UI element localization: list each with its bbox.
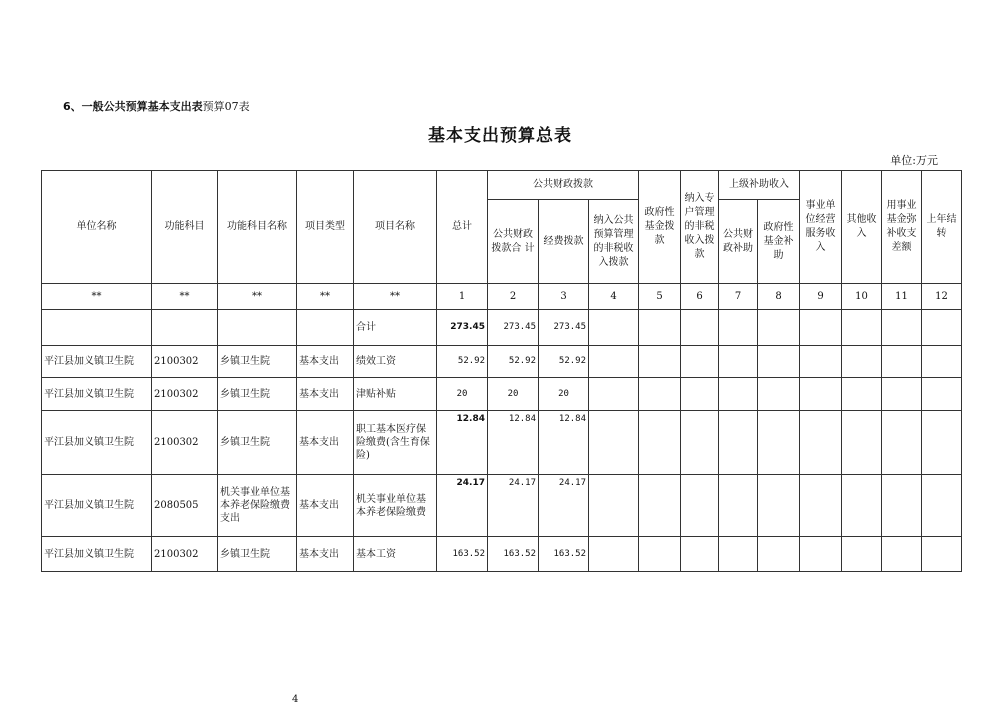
table-row bbox=[42, 411, 962, 475]
section-suffix: 预算07表 bbox=[202, 100, 250, 113]
index-cell: 4 bbox=[589, 284, 639, 310]
public-total-cell: 24.17 bbox=[488, 475, 539, 537]
total-cell: 12.84 bbox=[437, 411, 488, 475]
code-cell: 2100302 bbox=[152, 537, 218, 572]
header-item-type: 项目类型 bbox=[297, 171, 354, 284]
func-name-cell: 乡镇卫生院 bbox=[218, 346, 297, 378]
index-cell: 7 bbox=[719, 284, 758, 310]
budget-table bbox=[41, 170, 962, 572]
func-name-cell: 机关事业单位基本养老保险缴费支出 bbox=[218, 475, 297, 537]
funding-cell: 163.52 bbox=[539, 537, 589, 572]
total-row bbox=[42, 310, 962, 346]
funding-cell: 24.17 bbox=[539, 475, 589, 537]
header-unit-name: 单位名称 bbox=[42, 171, 152, 284]
section-label: 6、一般公共预算基本支出表 bbox=[63, 100, 203, 113]
func-name-cell: 乡镇卫生院 bbox=[218, 411, 297, 475]
index-cell: ** bbox=[42, 284, 152, 310]
func-name-cell: 乡镇卫生院 bbox=[218, 537, 297, 572]
header-total: 总计 bbox=[437, 171, 488, 284]
header-special-nontax: 纳入专户管理的非税收入拨款 bbox=[681, 171, 719, 284]
header-public-fiscal: 公共财政拨款 bbox=[488, 171, 639, 200]
index-cell: 9 bbox=[800, 284, 842, 310]
unit-cell: 平江县加义镇卫生院 bbox=[42, 475, 152, 537]
code-cell: 2100302 bbox=[152, 378, 218, 411]
public-total-cell: 12.84 bbox=[488, 411, 539, 475]
type-cell: 基本支出 bbox=[297, 411, 354, 475]
type-cell: 基本支出 bbox=[297, 378, 354, 411]
header-item-name: 项目名称 bbox=[354, 171, 437, 284]
total-cell: 163.52 bbox=[437, 537, 488, 572]
code-cell: 2100302 bbox=[152, 346, 218, 378]
header-fund-gap: 用事业基金弥补收支差额 bbox=[882, 171, 922, 284]
index-cell: 3 bbox=[539, 284, 589, 310]
index-cell: ** bbox=[297, 284, 354, 310]
type-cell: 基本支出 bbox=[297, 537, 354, 572]
index-cell: ** bbox=[218, 284, 297, 310]
type-cell: 基本支出 bbox=[297, 475, 354, 537]
unit-cell: 平江县加义镇卫生院 bbox=[42, 411, 152, 475]
total-cell: 24.17 bbox=[437, 475, 488, 537]
total-cell: 20 bbox=[437, 378, 488, 411]
index-cell: 12 bbox=[922, 284, 962, 310]
header-business: 事业单位经营服务收入 bbox=[800, 171, 842, 284]
header-carryover: 上年结转 bbox=[922, 171, 962, 284]
index-cell: ** bbox=[354, 284, 437, 310]
header-sup-public: 公共财政补助 bbox=[719, 200, 758, 284]
header-nontax: 纳入公共预算管理的非税收入拨款 bbox=[589, 200, 639, 284]
item-cell: 绩效工资 bbox=[354, 346, 437, 378]
header-other: 其他收入 bbox=[842, 171, 882, 284]
unit-cell: 平江县加义镇卫生院 bbox=[42, 537, 152, 572]
section-title bbox=[63, 98, 250, 114]
table-row bbox=[42, 537, 962, 572]
table-row bbox=[42, 475, 962, 537]
page-title: 基本支出预算总表 bbox=[428, 126, 572, 146]
header-public-fiscal-total: 公共财政拨款合 计 bbox=[488, 200, 539, 284]
header-gov-fund: 政府性基金拨款 bbox=[639, 171, 681, 284]
item-cell: 机关事业单位基本养老保险缴费 bbox=[354, 475, 437, 537]
table-row bbox=[42, 378, 962, 411]
unit-cell: 平江县加义镇卫生院 bbox=[42, 346, 152, 378]
item-cell: 职工基本医疗保险缴费(含生育保险) bbox=[354, 411, 437, 475]
index-cell: 10 bbox=[842, 284, 882, 310]
header-func-subject: 功能科目 bbox=[152, 171, 218, 284]
page-number: 4 bbox=[292, 694, 299, 705]
total-funding: 273.45 bbox=[539, 310, 589, 346]
table-row bbox=[42, 346, 962, 378]
func-name-cell: 乡镇卫生院 bbox=[218, 378, 297, 411]
index-cell: ** bbox=[152, 284, 218, 310]
unit-cell: 平江县加义镇卫生院 bbox=[42, 378, 152, 411]
unit-label: 单位:万元 bbox=[890, 154, 938, 167]
index-cell: 5 bbox=[639, 284, 681, 310]
index-cell: 1 bbox=[437, 284, 488, 310]
funding-cell: 20 bbox=[539, 378, 589, 411]
index-cell: 2 bbox=[488, 284, 539, 310]
funding-cell: 52.92 bbox=[539, 346, 589, 378]
header-func-subject-name: 功能科目名称 bbox=[218, 171, 297, 284]
total-public: 273.45 bbox=[488, 310, 539, 346]
total-cell: 52.92 bbox=[437, 346, 488, 378]
public-total-cell: 163.52 bbox=[488, 537, 539, 572]
header-funding: 经费拨款 bbox=[539, 200, 589, 284]
public-total-cell: 52.92 bbox=[488, 346, 539, 378]
total-total: 273.45 bbox=[437, 310, 488, 346]
index-cell: 11 bbox=[882, 284, 922, 310]
code-cell: 2080505 bbox=[152, 475, 218, 537]
code-cell: 2100302 bbox=[152, 411, 218, 475]
index-cell: 8 bbox=[758, 284, 800, 310]
funding-cell: 12.84 bbox=[539, 411, 589, 475]
item-cell: 基本工资 bbox=[354, 537, 437, 572]
item-cell: 津贴补贴 bbox=[354, 378, 437, 411]
type-cell: 基本支出 bbox=[297, 346, 354, 378]
total-label: 合计 bbox=[354, 310, 437, 346]
public-total-cell: 20 bbox=[488, 378, 539, 411]
index-cell: 6 bbox=[681, 284, 719, 310]
header-superior: 上级补助收入 bbox=[719, 171, 800, 200]
header-sup-gov-fund: 政府性基金补助 bbox=[758, 200, 800, 284]
